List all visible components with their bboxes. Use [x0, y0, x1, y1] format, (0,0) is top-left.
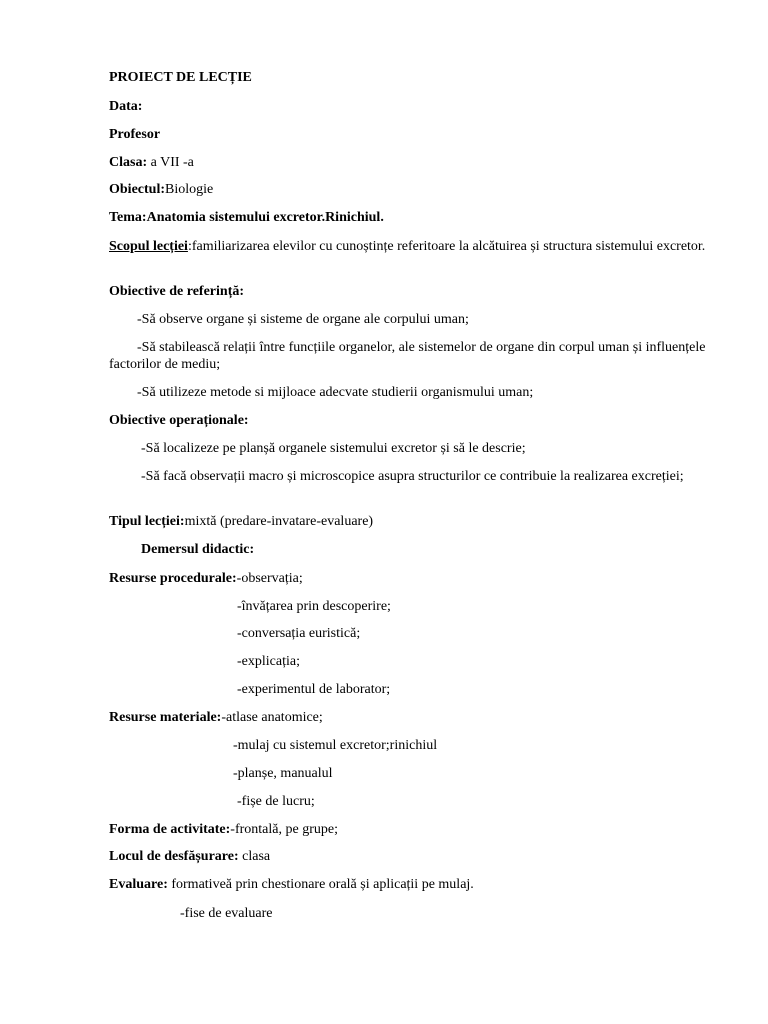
resurse-materiale-line [109, 709, 323, 726]
resurse-materiale-item: -mulaj cu sistemul excretor;rinichiul [233, 738, 438, 753]
resurse-materiale-label: Resurse materiale: [109, 710, 222, 725]
evaluare-extra: -fise de evaluare [180, 906, 273, 921]
clasa-value: a VII -a [147, 155, 194, 170]
obiectiv-referinta-item: -Să observe organe și sisteme de organe ale corpului uman; [137, 312, 469, 327]
clasa-line [109, 154, 194, 171]
scopul-value: :familiarizarea elevilor cu cunoștințe referitoare la alcătuirea și structura sistemului excretor. [187, 239, 706, 254]
resurse-procedurale-item: -explicația; [237, 654, 300, 669]
clasa-label: Clasa: [109, 155, 148, 170]
scopul-paragraph [109, 238, 714, 255]
obiectiv-operational-item: -Să facă observații macro și microscopice asupra structurilor ce contribuie la realizarea excreției; [141, 469, 684, 484]
obiectul-label: Obiectul: [109, 182, 165, 197]
tipul-value: mixtă (predare-invatare-evaluare) [184, 514, 374, 529]
tipul-label: Tipul lecției: [109, 514, 185, 529]
resurse-materiale-item: -planșe, manualul [233, 766, 333, 781]
scopul-label: Scopul lecției [109, 239, 188, 254]
data-label: Data: [109, 99, 143, 114]
evaluare-label: Evaluare: [109, 877, 168, 892]
resurse-procedurale-label: Resurse procedurale: [109, 571, 237, 586]
resurse-materiale-item: -fișe de lucru; [237, 794, 315, 809]
obiectul-line [109, 181, 213, 198]
tipul-line [109, 513, 373, 530]
resurse-procedurale-item: -conversația euristică; [237, 626, 361, 641]
obiectul-value: Biologie [165, 182, 214, 197]
forma-value: -frontală, pe grupe; [230, 822, 338, 837]
tema-label: Tema: [109, 210, 147, 225]
resurse-procedurale-line [109, 570, 303, 587]
tema-line [109, 209, 384, 226]
document-title: PROIECT DE LECȚIE [109, 70, 252, 85]
resurse-procedurale-item: -observația; [236, 571, 303, 586]
forma-line [109, 821, 338, 838]
obiective-referinta-label: Obiective de referință: [109, 284, 245, 299]
obiectiv-operational-item: -Să localizeze pe planșă organele sistemului excretor și să le descrie; [141, 441, 526, 456]
locul-label: Locul de desfășurare: [109, 849, 239, 864]
forma-label: Forma de activitate: [109, 822, 231, 837]
evaluare-line [109, 876, 474, 893]
demersul-heading: Demersul didactic: [141, 542, 255, 557]
resurse-procedurale-item: -experimentul de laborator; [237, 682, 391, 697]
evaluare-value: formativeă prin chestionare orală și aplicații pe mulaj. [167, 877, 474, 892]
resurse-procedurale-item: -învățarea prin descoperire; [237, 599, 391, 614]
obiective-operationale-label: Obiective operaționale: [109, 413, 249, 428]
profesor-label: Profesor [109, 127, 161, 142]
locul-line [109, 848, 270, 865]
obiectiv-referinta-item: -Să utilizeze metode si mijloace adecvate studierii organismului uman; [137, 385, 534, 400]
locul-value: clasa [238, 849, 271, 864]
resurse-materiale-item: -atlase anatomice; [221, 710, 323, 725]
obiectiv-referinta-item: -Să stabilească relații între funcțiile organelor, ale sistemelor de organe din corpul uman și influențele factorilor de mediu; [109, 340, 706, 372]
tema-value: Anatomia sistemului excretor.Rinichiul. [146, 210, 384, 225]
